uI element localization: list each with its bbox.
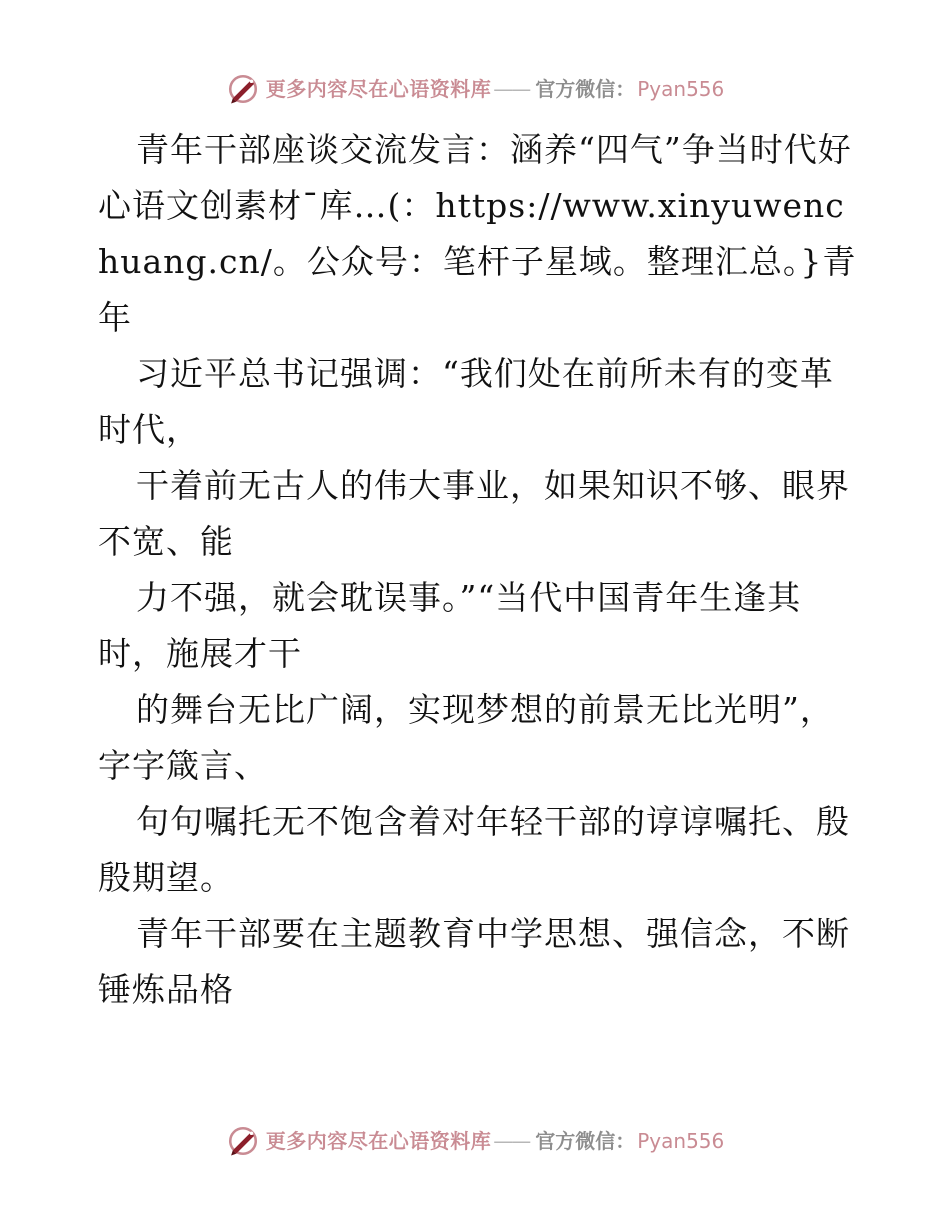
watermark-wechat-id: Pyan556 xyxy=(637,77,725,101)
paragraph-5: 句句嘱托无不饱含着对年轻干部的谆谆嘱托、殷殷期望。 xyxy=(98,802,850,897)
watermark-separator: —— xyxy=(493,1129,530,1153)
header-watermark xyxy=(0,72,950,106)
watermark-wechat-id: Pyan556 xyxy=(637,1129,725,1153)
watermark-main-text: 更多内容尽在心语资料库 xyxy=(265,77,492,101)
pen-circle-logo-icon xyxy=(226,72,260,106)
paragraph-6: 青年干部要在主题教育中学思想、强信念，不断锤炼品格 xyxy=(98,914,850,1009)
pen-circle-logo-icon xyxy=(226,1124,260,1158)
document-title: 青年干部座谈交流发言：涵养“四气”争当时代好心语文创素材¯库…(：https://www.xinyuwenchuang.cn/。公众号：笔杆子星域。整理汇总。}青年 xyxy=(98,130,857,337)
watermark-main-text: 更多内容尽在心语资料库 xyxy=(265,1129,492,1153)
footer-watermark xyxy=(0,1124,950,1158)
paragraph-3: 力不强，就会耽误事。”“当代中国青年生逢其时，施展才干 xyxy=(98,578,802,673)
watermark-official-label: 官方微信： xyxy=(535,77,636,101)
watermark-separator: —— xyxy=(493,77,530,101)
paragraph-2: 干着前无古人的伟大事业，如果知识不够、眼界不宽、能 xyxy=(98,466,850,561)
document-body xyxy=(98,122,858,1018)
watermark-official-label: 官方微信： xyxy=(535,1129,636,1153)
paragraph-4: 的舞台无比广阔，实现梦想的前景无比光明”，字字箴言、 xyxy=(98,690,834,785)
paragraph-1: 习近平总书记强调：“我们处在前所未有的变革时代， xyxy=(98,354,834,449)
